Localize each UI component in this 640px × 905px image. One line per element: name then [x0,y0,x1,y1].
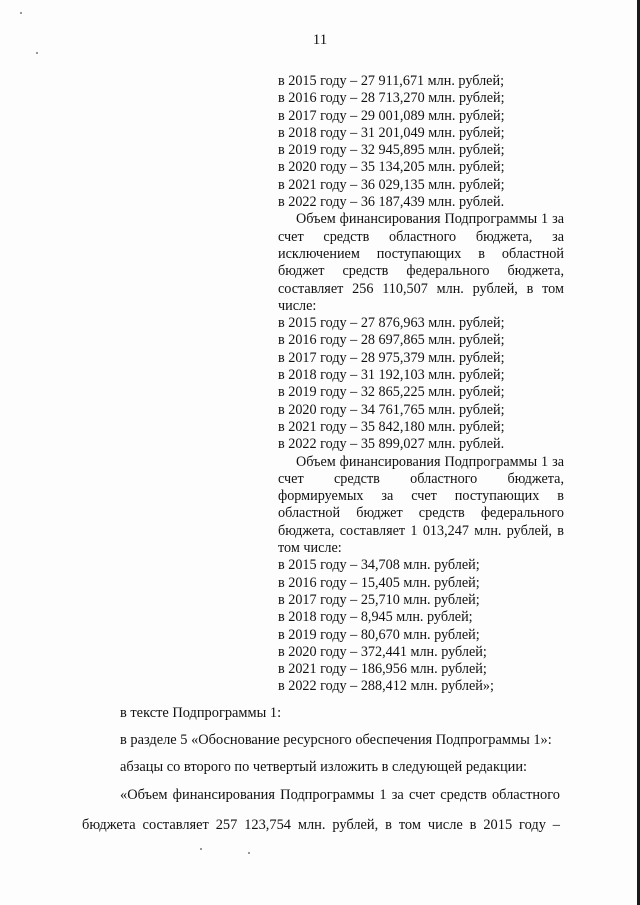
body-paragraph: «Объем финансирования Подпрограммы 1 за счет средств областного бюджета составляет 257 123,754 млн. рублей, в том числе в 2015 году – [82,787,560,833]
funding-paragraph-3: Объем финансирования Подпрограммы 1 за счет средств областного бюджета, формируемых за счет поступающих в областной бюджет средств федерального бюджета, составляет 1 013,247 млн. рублей, в том числе: [278,453,564,557]
block2-line: в 2017 году – 28 975,379 млн. рублей; [278,349,505,366]
scan-speck [20,12,22,14]
body-paragraph: в разделе 5 «Обоснование ресурсного обеспечения Подпрограммы 1»: [120,732,552,748]
scan-speck [200,848,202,850]
page-number: 11 [312,32,328,48]
block1-line: в 2022 году – 36 187,439 млн. рублей. [278,194,505,211]
block3-line: в 2021 году – 186,956 млн. рублей; [278,661,487,678]
block1-line: в 2018 году – 31 201,049 млн. рублей; [278,124,505,141]
block2-line: в 2022 году – 35 899,027 млн. рублей. [278,436,505,453]
block3-line: в 2019 году – 80,670 млн. рублей; [278,626,480,643]
block3-line: в 2018 году – 8,945 млн. рублей; [278,609,473,626]
block1-line: в 2015 году – 27 911,671 млн. рублей; [278,73,505,89]
block2-line: в 2015 году – 27 876,963 млн. рублей; [278,315,505,332]
block3-line: в 2016 году – 15,405 млн. рублей; [278,574,480,591]
body-text [82,705,560,840]
block1-line: в 2016 году – 28 713,270 млн. рублей; [278,90,505,107]
scan-speck [248,852,250,854]
block3-line: в 2017 году – 25,710 млн. рублей; [278,591,480,608]
scan-speck [36,52,38,54]
block3-line: в 2022 году – 288,412 млн. рублей»; [278,678,494,695]
block1-list [278,73,564,211]
block2-line: в 2020 году – 34 761,765 млн. рублей; [278,401,505,418]
body-paragraph: абзацы со второго по четвертый изложить в следующей редакции: [120,759,528,775]
body-paragraph: в тексте Подпрограммы 1: [120,705,282,721]
block3-line: в 2020 году – 372,441 млн. рублей; [278,643,487,660]
funding-paragraph-2: Объем финансирования Подпрограммы 1 за счет средств областного бюджета, за исключением поступающих в областной бюджет средств федерального бюджета, составляет 256 110,507 млн. рублей, в том числе: [278,211,564,314]
block1-line: в 2019 году – 32 945,895 млн. рублей; [278,142,505,159]
block3-line: в 2015 году – 34,708 млн. рублей; [278,557,480,574]
block1-line: в 2021 году – 36 029,135 млн. рублей; [278,176,505,193]
block1-line: в 2020 году – 35 134,205 млн. рублей; [278,159,505,176]
block2-line: в 2018 году – 31 192,103 млн. рублей; [278,367,505,384]
block3-list [278,557,564,695]
block2-line: в 2019 году – 32 865,225 млн. рублей; [278,384,505,401]
block2-line: в 2021 году – 35 842,180 млн. рублей; [278,418,505,435]
block2-line: в 2016 году – 28 697,865 млн. рублей; [278,332,505,349]
block2-list [278,315,564,453]
block1-line: в 2017 году – 29 001,089 млн. рублей; [278,107,505,124]
funding-column [278,73,564,696]
